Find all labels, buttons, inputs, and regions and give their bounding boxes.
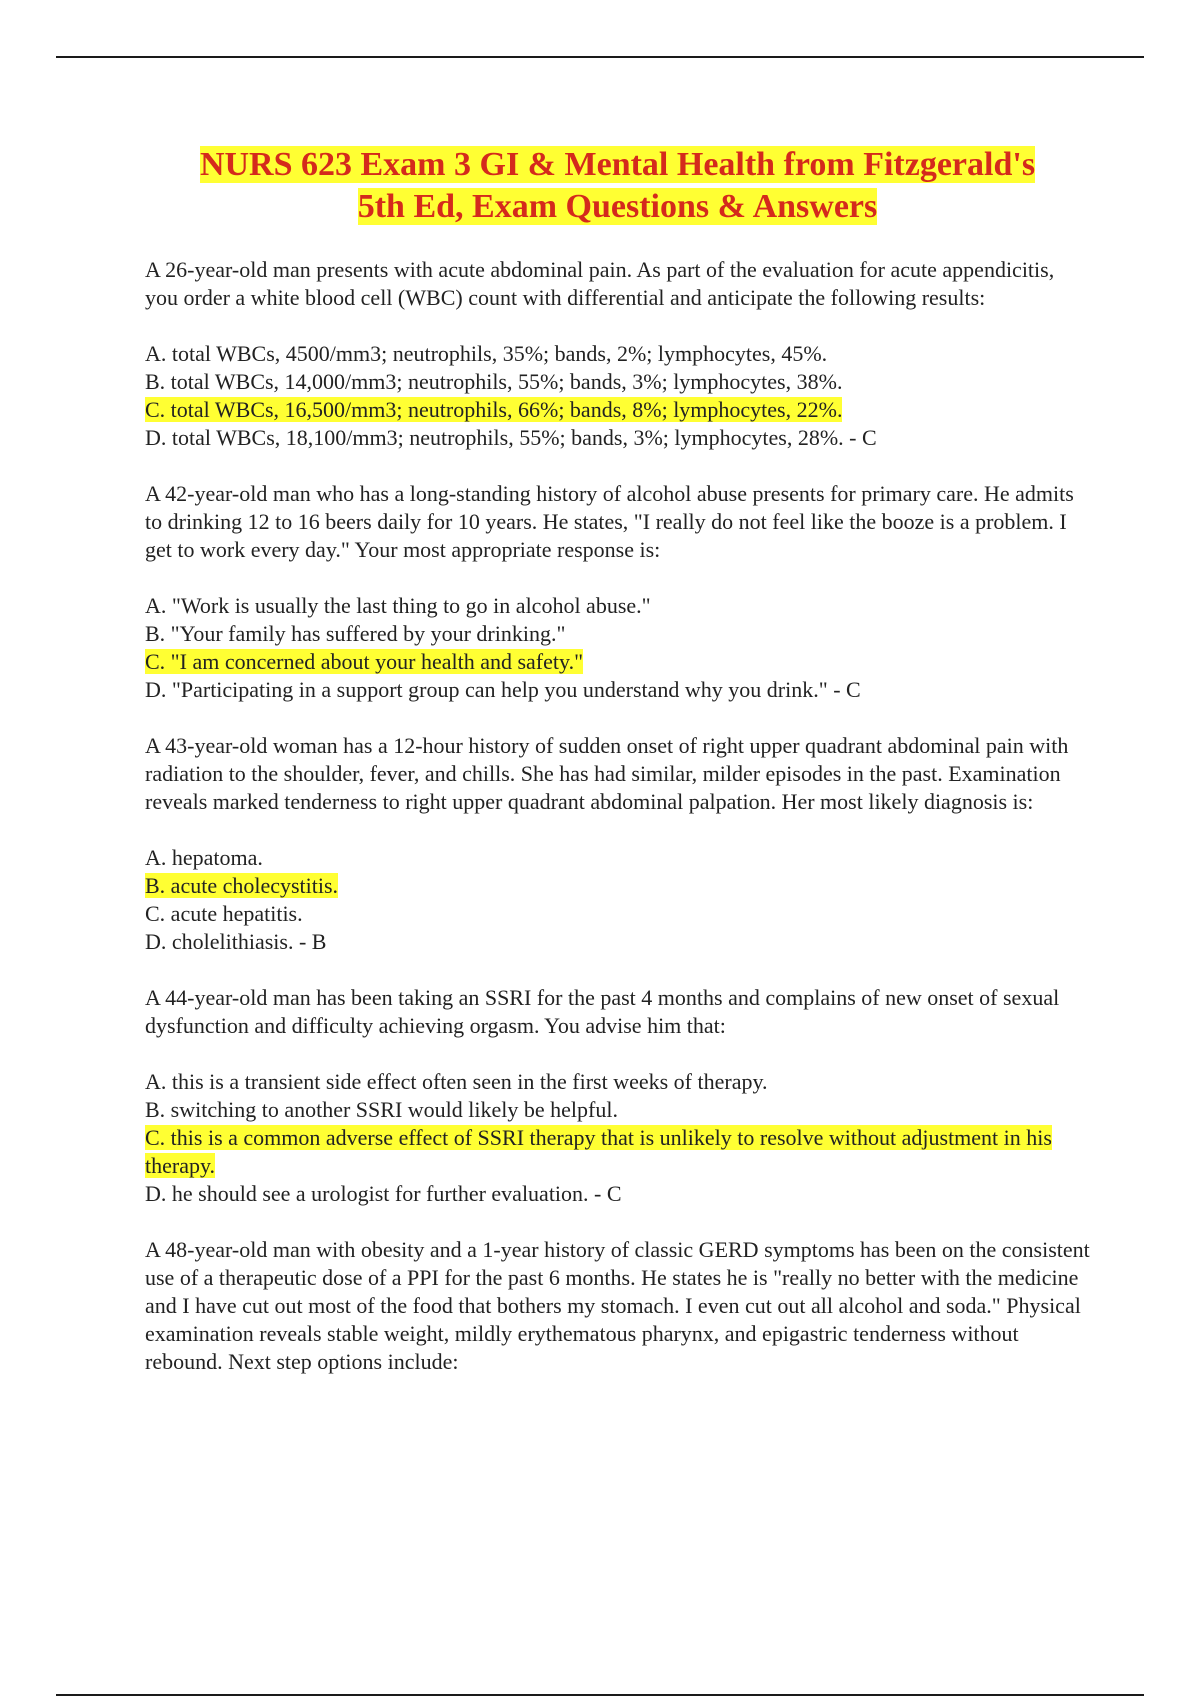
answer-option-text: A. total WBCs, 4500/mm3; neutrophils, 35%; bands, 2%; lymphocytes, 45%. [145,341,828,366]
answer-option-correct [145,1124,1090,1180]
title-line-1: NURS 623 Exam 3 GI & Mental Health from Fitzgerald's [199,146,1036,183]
answer-key: - C [843,425,877,450]
answer-option [145,844,1090,872]
top-rule [56,56,1144,58]
answer-option [145,620,1090,648]
answer-option [145,928,1090,956]
answer-option-text: D. total WBCs, 18,100/mm3; neutrophils, 55%; bands, 3%; lymphocytes, 28%. [145,425,844,450]
answer-option [145,592,1090,620]
question-stem: A 44-year-old man has been taking an SSRI for the past 4 months and complains of new onset of sexual dysfunction and difficulty achieving orgasm. You advise him that: [145,985,1060,1038]
question-stem: A 48-year-old man with obesity and a 1-year history of classic GERD symptoms has been on the consistent use of a therapeutic dose of a PPI for the past 6 months. He states he is "really no better with the medicine and I have cut out most of the food that bothers my stomach. I even cut out all alcohol and soda." Physical examination reveals stable weight, mildly erythematous pharynx, and epigastric tenderness without rebound. Next step options include: [145,1237,1090,1374]
question-list [145,256,1090,1376]
question-stem: A 43-year-old woman has a 12-hour history of sudden onset of right upper quadrant abdominal pain with radiation to the shoulder, fever, and chills. She has had similar, milder episodes in the past. Examination reveals marked tenderness to right upper quadrant abdominal palpation. Her most likely diagnosis is: [145,733,1069,814]
answer-option-text: D. "Participating in a support group can help you understand why you drink." [145,677,828,702]
answer-key: - C [588,1181,622,1206]
answer-option-text: A. "Work is usually the last thing to go in alcohol abuse." [145,593,651,618]
answer-options [145,592,1090,704]
document-title [145,144,1090,228]
answer-options [145,1068,1090,1208]
answer-key: - C [827,677,861,702]
answer-option-text: B. acute cholecystitis. [145,873,339,898]
answer-option-text: B. switching to another SSRI would likely be helpful. [145,1097,618,1122]
question-block [145,480,1090,704]
answer-option [145,1068,1090,1096]
answer-option-text: A. hepatoma. [145,845,263,870]
answer-option-text: C. total WBCs, 16,500/mm3; neutrophils, 66%; bands, 8%; lymphocytes, 22%. [145,397,843,422]
question-block [145,256,1090,452]
answer-option [145,424,1090,452]
answer-option-text: B. total WBCs, 14,000/mm3; neutrophils, 55%; bands, 3%; lymphocytes, 38%. [145,369,843,394]
answer-option [145,1096,1090,1124]
bottom-rule [56,1694,1144,1696]
question-block [145,732,1090,956]
answer-option-text: C. acute hepatitis. [145,901,303,926]
answer-key: - B [293,929,327,954]
answer-option-text: C. this is a common adverse effect of SSRI therapy that is unlikely to resolve without adjustment in his therapy. [145,1125,1052,1178]
answer-option [145,340,1090,368]
answer-option-text: A. this is a transient side effect often seen in the first weeks of therapy. [145,1069,768,1094]
document-page [145,144,1090,1404]
answer-option [145,676,1090,704]
answer-options [145,844,1090,956]
answer-option [145,1180,1090,1208]
answer-option [145,368,1090,396]
answer-option-text: C. "I am concerned about your health and safety." [145,649,584,674]
question-block [145,984,1090,1208]
answer-option-text: B. "Your family has suffered by your drinking." [145,621,566,646]
answer-option-text: D. he should see a urologist for further evaluation. [145,1181,589,1206]
title-line-2: 5th Ed, Exam Questions & Answers [357,188,878,225]
answer-options [145,340,1090,452]
answer-option-correct [145,396,1090,424]
answer-option-text: D. cholelithiasis. [145,929,294,954]
answer-option [145,900,1090,928]
answer-option-correct [145,648,1090,676]
question-stem: A 26-year-old man presents with acute abdominal pain. As part of the evaluation for acute appendicitis, you order a white blood cell (WBC) count with differential and anticipate the following results: [145,257,1055,310]
question-stem: A 42-year-old man who has a long-standing history of alcohol abuse presents for primary care. He admits to drinking 12 to 16 beers daily for 10 years. He states, "I really do not feel like the booze is a problem. I get to work every day." Your most appropriate response is: [145,481,1074,562]
question-block [145,1236,1090,1376]
answer-option-correct [145,872,1090,900]
